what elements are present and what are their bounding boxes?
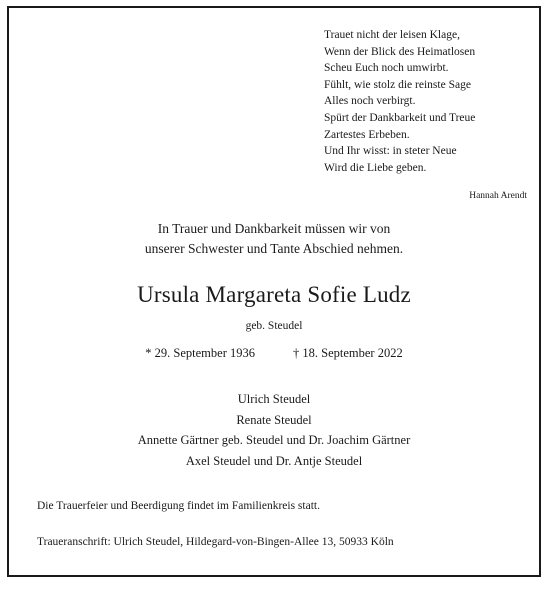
poem-line: Zartestes Erbeben. xyxy=(324,128,410,141)
poem-line: Trauet nicht der leisen Klage, xyxy=(324,29,460,41)
poem-line: Wenn der Blick des Heimatlosen xyxy=(324,45,476,58)
poem-line: Fühlt, wie stolz die reinste Sage xyxy=(324,78,471,91)
deceased-name: Ursula Margareta Sofie Ludz xyxy=(137,282,411,307)
poem-line: Spürt der Dankbarkeit und Treue xyxy=(324,111,476,124)
intro-text xyxy=(9,219,539,259)
poem-author: Hannah Arendt xyxy=(469,191,527,201)
intro-line: In Trauer und Dankbarkeit müssen wir von xyxy=(157,221,391,236)
intro-line: unserer Schwester und Tante Abschied nehmen. xyxy=(144,241,404,256)
mourning-address: Traueranschrift: Ulrich Steudel, Hildegard-von-Bingen-Allee 13, 50933 Köln xyxy=(37,536,394,548)
poem-line: Und Ihr wisst: in steter Neue xyxy=(324,145,457,158)
mourner: Annette Gärtner geb. Steudel und Dr. Joachim Gärtner xyxy=(137,433,411,447)
mourner: Renate Steudel xyxy=(236,412,312,427)
obituary-notice xyxy=(7,6,541,577)
mourners-list xyxy=(9,389,539,471)
poem xyxy=(324,27,475,176)
funeral-note: Die Trauerfeier und Beerdigung findet im Familienkreis statt. xyxy=(37,500,320,512)
maiden-name: geb. Steudel xyxy=(245,320,303,332)
life-dates xyxy=(9,346,539,361)
death-date: † 18. September 2022 xyxy=(293,346,403,360)
mourner: Ulrich Steudel xyxy=(237,392,311,406)
poem-line: Alles noch verbirgt. xyxy=(324,95,416,108)
poem-line: Scheu Euch noch umwirbt. xyxy=(324,62,449,75)
mourner: Axel Steudel und Dr. Antje Steudel xyxy=(185,453,363,468)
poem-line: Wird die Liebe geben. xyxy=(324,161,427,174)
birth-date: * 29. September 1936 xyxy=(145,346,255,360)
